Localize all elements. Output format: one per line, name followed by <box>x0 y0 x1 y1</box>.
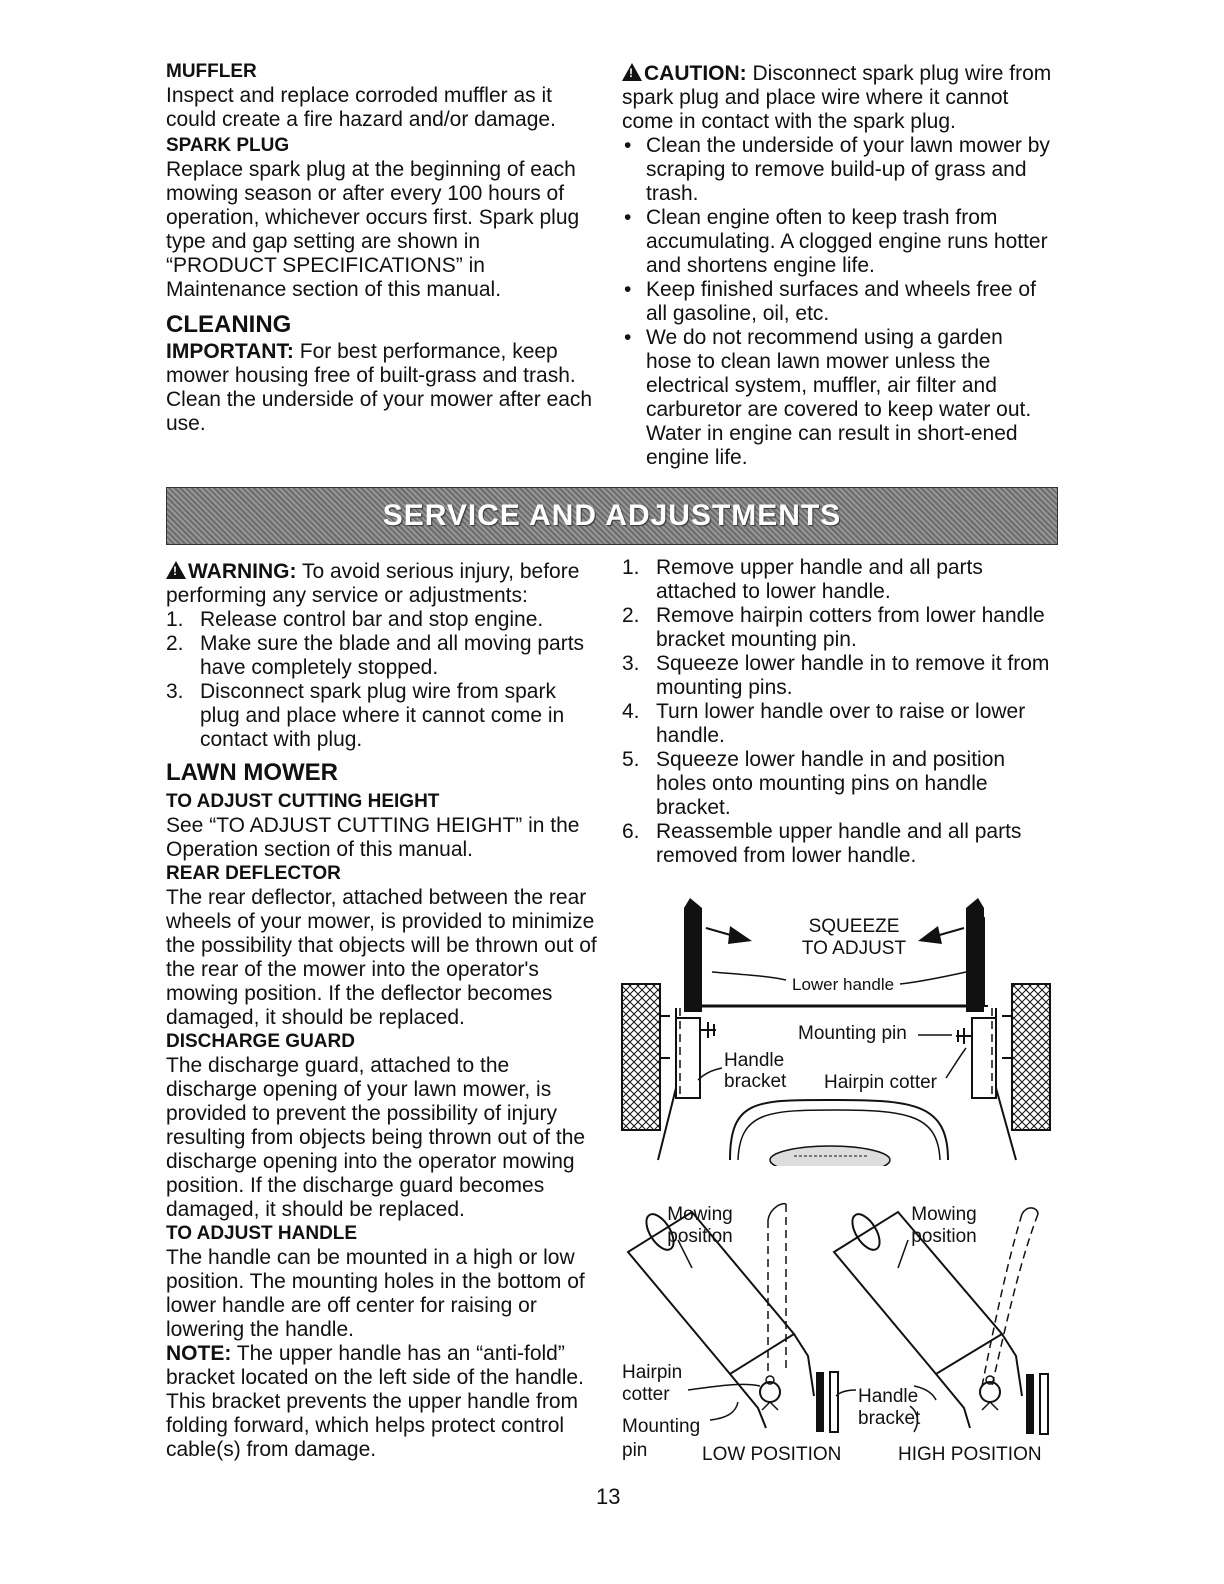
cleaning-bullets <box>622 134 1054 470</box>
step-text: Disconnect spark plug wire from spark plug and place where it cannot come in contact with plug. <box>200 680 565 751</box>
adjust-handle-text: The handle can be mounted in a high or low position. The mounting holes in the bottom of lower handle are off center for raising or lowering the handle. <box>166 1246 585 1341</box>
step-text: Squeeze lower handle in to remove it from mounting pins. <box>656 652 1050 699</box>
list-item <box>622 556 1054 604</box>
cleaning-heading: CLEANING <box>166 311 292 338</box>
step-text: Turn lower handle over to raise or lower handle. <box>656 700 1026 747</box>
list-item <box>622 820 1054 868</box>
caution-notice <box>622 62 1054 134</box>
warning-triangle-icon <box>622 63 642 81</box>
caution-label: CAUTION: <box>644 62 747 85</box>
hairpin-cotter-label: Hairpin cotter <box>824 1072 937 1093</box>
step-number: 3. <box>622 652 640 675</box>
handle-steps-column <box>622 556 1054 868</box>
cutting-height-heading: TO ADJUST CUTTING HEIGHT <box>166 791 440 812</box>
handle-position-diagram <box>618 1196 1058 1472</box>
mounting-pin-left <box>700 1022 716 1038</box>
list-item <box>166 608 598 632</box>
hairpin-label: Hairpin <box>622 1362 683 1383</box>
step-text: Remove upper handle and all parts attached to lower handle. <box>656 556 983 603</box>
warning-triangle-icon <box>166 561 186 579</box>
warning-label: WARNING: <box>188 560 297 583</box>
caution-column <box>622 62 1054 470</box>
squeeze-arrow-right <box>936 928 964 936</box>
high-position-label: HIGH POSITION <box>898 1444 1042 1465</box>
list-item <box>622 700 1054 748</box>
section-banner <box>166 487 1058 545</box>
list-item: • Clean engine often to keep trash from accumulating. A clogged engine runs hotter and shortens engine life. <box>622 206 1054 278</box>
handle-steps <box>622 556 1054 868</box>
step-number: 1. <box>622 556 640 579</box>
left-wheel <box>622 984 660 1130</box>
muffler-text: Inspect and replace corroded muffler as it could create a fire hazard and/or damage. <box>166 84 556 131</box>
low-position-label: LOW POSITION <box>702 1444 842 1465</box>
to-adjust-label: TO ADJUST <box>801 938 907 959</box>
important-label: IMPORTANT: <box>166 340 294 363</box>
step-text: Make sure the blade and all moving parts have completely stopped. <box>200 632 585 679</box>
handle-squeeze-diagram <box>618 898 1058 1166</box>
service-column <box>166 560 598 1462</box>
page-number: 13 <box>596 1484 621 1509</box>
step-number: 1. <box>166 608 184 631</box>
step-text: Reassemble upper handle and all parts removed from lower handle. <box>656 820 1022 867</box>
list-item <box>622 748 1054 820</box>
note-text: The upper handle has an “anti-fold” bracket located on the left side of the handle. This bracket prevents the upper handle from folding forward, which helps protect control cable(s) from damage. <box>166 1342 584 1461</box>
mounting-pin-label: Mounting pin <box>798 1023 907 1044</box>
muffler-heading: MUFFLER <box>166 61 257 82</box>
handle-label: Handle <box>724 1050 785 1071</box>
list-item: • We do not recommend using a garden hose to clean lawn mower unless the electrical system, muffler, air filter and carburetor are covered to keep water out. Water in engine can result in short-ened engine life. <box>622 326 1054 470</box>
caution-text: Disconnect spark plug wire from spark plug and place wire where it cannot come in contact with the spark plug. <box>622 62 1052 133</box>
maintenance-column <box>166 60 596 436</box>
right-wheel <box>1012 984 1050 1130</box>
cotter-label: cotter <box>622 1384 670 1405</box>
step-text: Release control bar and stop engine. <box>200 608 544 631</box>
list-item <box>166 680 598 752</box>
section-title: SERVICE AND ADJUSTMENTS <box>382 499 842 532</box>
adjust-handle-heading: TO ADJUST HANDLE <box>166 1223 358 1244</box>
cleaning-important <box>166 340 596 436</box>
step-text: Squeeze lower handle in and position holes onto mounting pins on handle bracket. <box>656 748 1006 819</box>
bracket-label: bracket <box>724 1071 787 1092</box>
handle-label: Handle <box>858 1386 919 1407</box>
note <box>166 1342 598 1462</box>
warning-steps <box>166 608 598 752</box>
spark-plug-heading: SPARK PLUG <box>166 135 290 156</box>
spark-plug-text: Replace spark plug at the beginning of each mowing season or after every 100 hours of operation, whichever occurs first. Spark plug type and gap setting are shown in “PRODUCT SPECIFICATIONS” in Maintenance section of this manual. <box>166 158 580 301</box>
cutting-height-text: See “TO ADJUST CUTTING HEIGHT” in the Operation section of this manual. <box>166 814 580 861</box>
step-number: 5. <box>622 748 640 771</box>
position-label-low: position <box>667 1226 733 1247</box>
position-label-high: position <box>911 1226 977 1247</box>
mowing-label-low: Mowing <box>667 1204 733 1225</box>
warning-text: To avoid serious injury, before performing any service or adjustments: <box>166 560 580 607</box>
mowing-label-high: Mowing <box>911 1204 977 1225</box>
warning-notice <box>166 560 598 608</box>
step-text: Remove hairpin cotters from lower handle bracket mounting pin. <box>656 604 1045 651</box>
list-item <box>622 652 1054 700</box>
mounting-label: Mounting <box>622 1416 701 1437</box>
discharge-guard-text: The discharge guard, attached to the discharge opening of your lawn mower, is provided to prevent the possibility of injury resulting from objects being thrown out of the discharge opening into the operator mowing position. If the discharge guard becomes damaged, it should be replaced. <box>166 1054 586 1221</box>
list-item: • Keep finished surfaces and wheels free of all gasoline, oil, etc. <box>622 278 1054 326</box>
note-label: NOTE: <box>166 1342 232 1365</box>
lower-handle-label: Lower handle <box>792 975 895 994</box>
bracket-label: bracket <box>858 1408 921 1429</box>
mounting-pin-right <box>956 1028 972 1044</box>
important-text: For best performance, keep mower housing free of built-grass and trash. Clean the underside of your mower after each use. <box>166 340 593 435</box>
list-item: • Clean the underside of your lawn mower by scraping to remove build-up of grass and trash. <box>622 134 1054 206</box>
list-item <box>622 604 1054 652</box>
lawn-mower-heading: LAWN MOWER <box>166 759 338 786</box>
step-number: 2. <box>622 604 640 627</box>
step-number: 6. <box>622 820 640 843</box>
rear-deflector-text: The rear deflector, attached between the rear wheels of your mower, is provided to minimize the possibility that objects will be thrown out of the rear of the mower into the operator's mowing position. If the deflector becomes damaged, it should be replaced. <box>166 886 597 1029</box>
step-number: 2. <box>166 632 184 655</box>
list-item <box>166 632 598 680</box>
rear-deflector-heading: REAR DEFLECTOR <box>166 863 341 884</box>
discharge-guard-heading: DISCHARGE GUARD <box>166 1031 355 1052</box>
squeeze-label: SQUEEZE <box>808 916 900 937</box>
step-number: 3. <box>166 680 184 703</box>
step-number: 4. <box>622 700 640 723</box>
pin-label: pin <box>622 1440 648 1461</box>
